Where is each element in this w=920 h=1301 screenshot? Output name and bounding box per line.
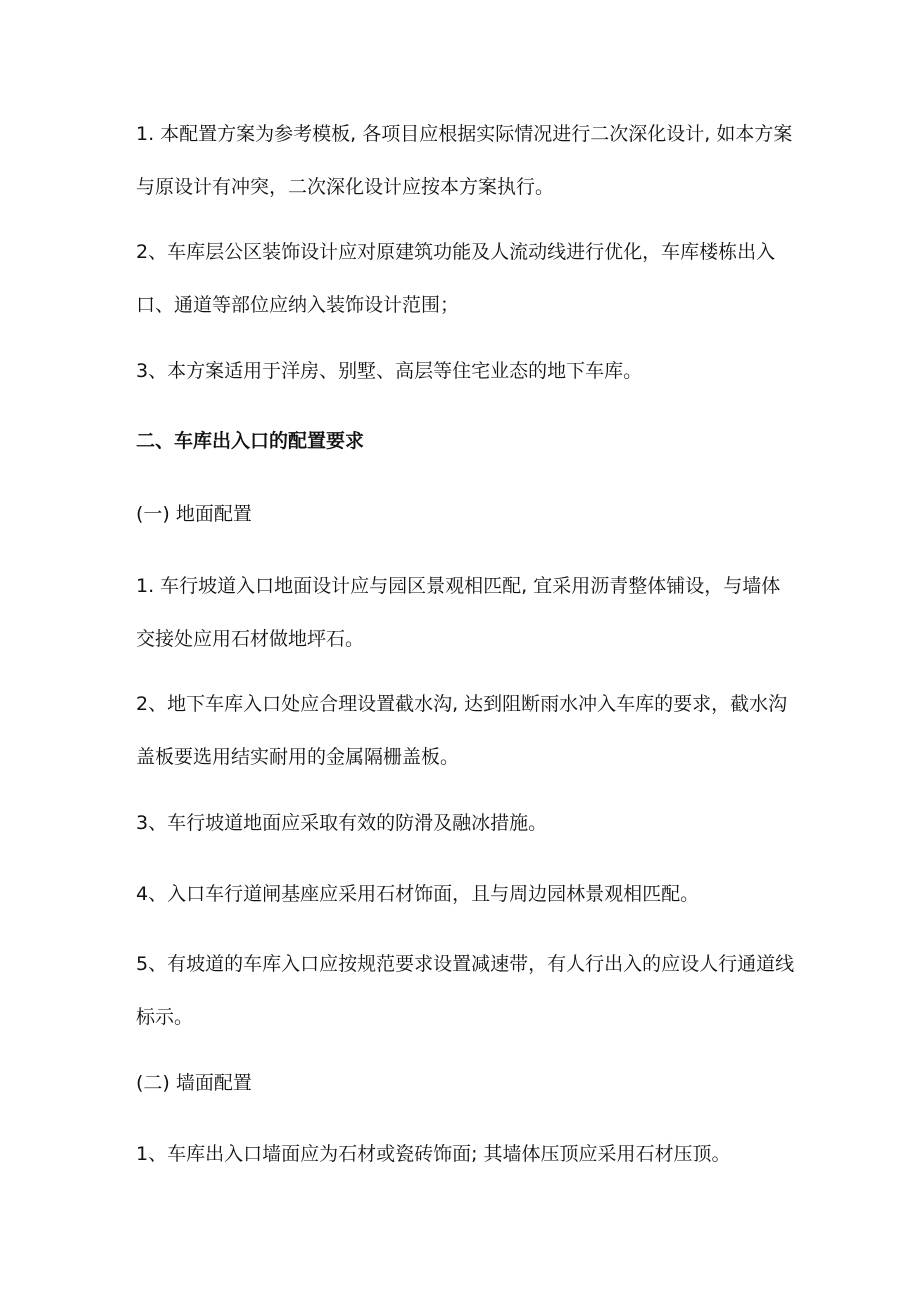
paragraph-speed-bump: 5、有坡道的车库入口应按规范要求设置减速带，有人行出入的应设人行通道线标示。 — [136, 953, 795, 1028]
paragraph-gate-base: 4、入口车行道闸基座应采用石材饰面，且与周边园林景观相匹配。 — [136, 883, 700, 905]
paragraph-ramp-ground-design: 1. 车行坡道入口地面设计应与园区景观相匹配, 宜采用沥青整体铺设，与墙体交接处应用石材做地坪石。 — [136, 575, 781, 650]
paragraph-drainage-ditch: 2、地下车库入口处应合理设置截水沟, 达到阻断雨水冲入车库的要求，截水沟盖板要选用结实耐用的金属隔栅盖板。 — [136, 693, 788, 768]
paragraph-wall-finish: 1、车库出入口墙面应为石材或瓷砖饰面; 其墙体压顶应采用石材压顶。 — [136, 1143, 731, 1165]
paragraph-garage-design-scope: 2、车库层公区装饰设计应对原建筑功能及人流动线进行优化，车库楼栋出入口、通道等部位应纳入装饰设计范围； — [136, 241, 776, 316]
paragraph-anti-slip: 3、车行坡道地面应采取有效的防滑及融冰措施。 — [136, 812, 548, 834]
paragraph-applicable-scope: 3、本方案适用于洋房、别墅、高层等住宅业态的地下车库。 — [136, 360, 643, 382]
subsection-ground-config: (一) 地面配置 — [136, 503, 252, 525]
subsection-wall-config: (二) 墙面配置 — [136, 1072, 252, 1094]
section-heading-entrance-requirements: 二、车库出入口的配置要求 — [136, 430, 365, 452]
paragraph-config-template-note: 1. 本配置方案为参考模板, 各项目应根据实际情况进行二次深化设计, 如本方案与原设计有冲突，二次深化设计应按本方案执行。 — [136, 123, 793, 198]
